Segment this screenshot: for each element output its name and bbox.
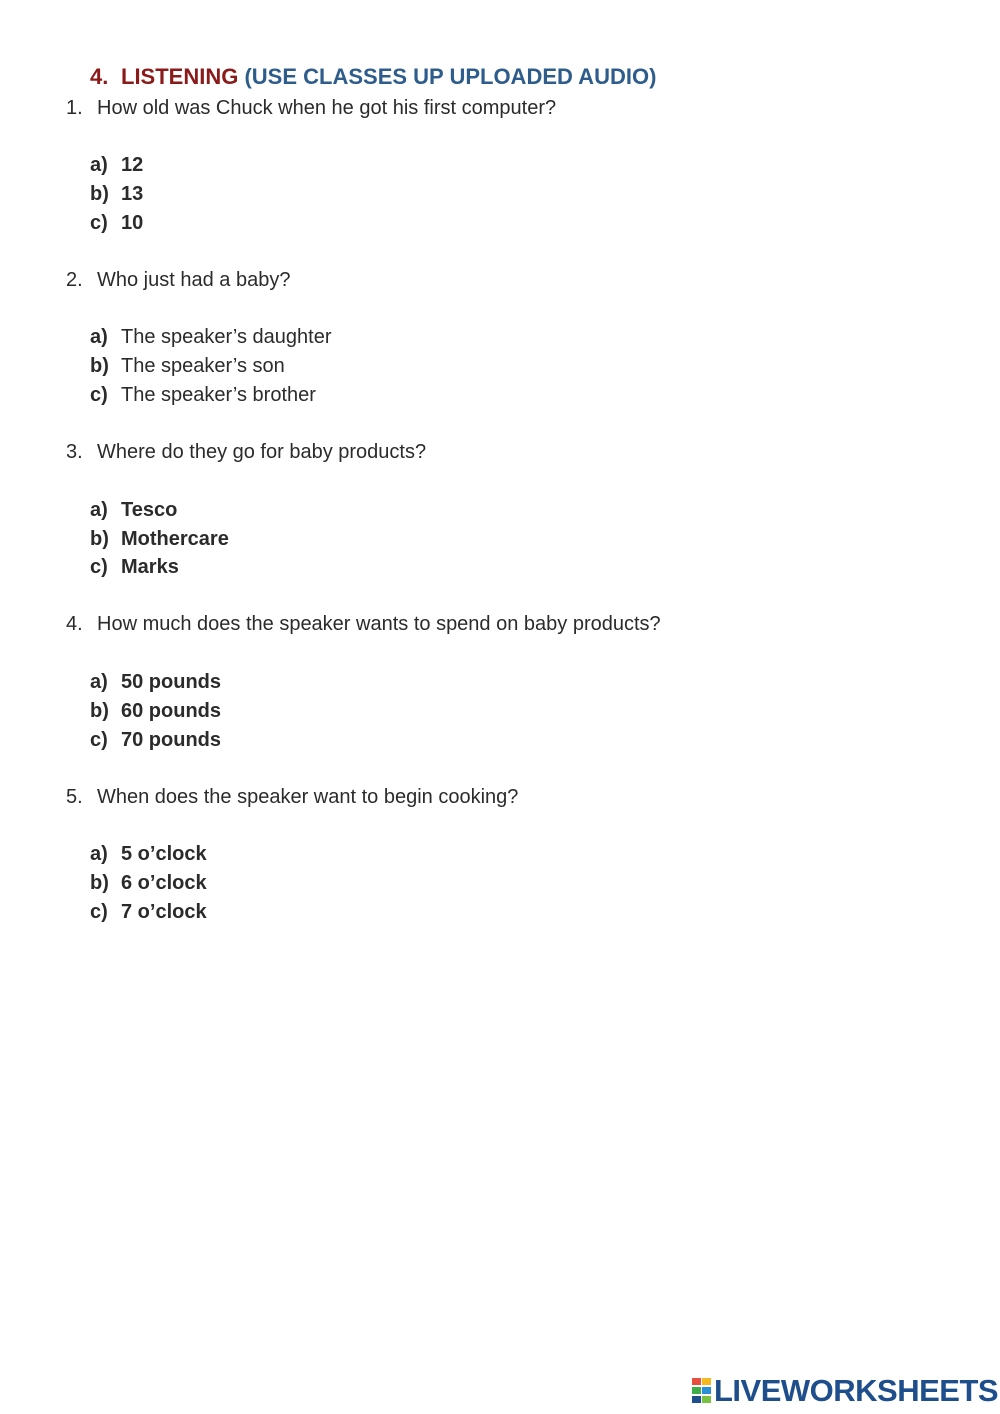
option-label: c) — [90, 729, 108, 751]
question-3-option-b[interactable] — [90, 525, 229, 553]
question-2-option-c[interactable] — [90, 381, 316, 409]
liveworksheets-logo[interactable] — [692, 1374, 998, 1408]
option-text: The speaker’s daughter — [121, 326, 332, 348]
option-text: Marks — [121, 556, 179, 578]
option-text: 50 pounds — [121, 671, 222, 693]
question-text: How much does the speaker wants to spend on baby products? — [97, 613, 661, 635]
option-label: c) — [90, 212, 108, 234]
question-4 — [66, 610, 661, 638]
option-label: b) — [90, 183, 109, 205]
option-label: a) — [90, 499, 108, 521]
question-text: Who just had a baby? — [97, 269, 291, 291]
section-heading — [90, 62, 656, 92]
option-label: a) — [90, 671, 108, 693]
question-1-option-c[interactable] — [90, 209, 143, 237]
option-label: c) — [90, 901, 108, 923]
question-text: How old was Chuck when he got his first computer? — [97, 97, 557, 119]
question-3 — [66, 438, 426, 466]
question-5-option-b[interactable] — [90, 869, 207, 897]
option-label: b) — [90, 528, 109, 550]
question-5-option-a[interactable] — [90, 840, 207, 868]
question-1-option-a[interactable] — [90, 151, 143, 179]
section-subtitle: (USE CLASSES UP UPLOADED AUDIO) — [244, 64, 657, 89]
option-text: Mothercare — [121, 528, 229, 550]
question-text: Where do they go for baby products? — [97, 441, 427, 463]
question-number: 5. — [66, 786, 83, 808]
option-text: The speaker’s son — [121, 355, 285, 377]
option-text: 5 o’clock — [121, 843, 207, 865]
question-2-option-a[interactable] — [90, 323, 332, 351]
question-3-option-a[interactable] — [90, 496, 177, 524]
question-5-option-c[interactable] — [90, 898, 207, 926]
logo-text: LIVEWORKSHEETS — [714, 1373, 999, 1408]
option-text: 60 pounds — [121, 700, 222, 722]
question-4-option-a[interactable] — [90, 668, 221, 696]
question-2-option-b[interactable] — [90, 352, 285, 380]
option-text: 70 pounds — [121, 729, 222, 751]
option-label: a) — [90, 843, 108, 865]
option-text: 7 o’clock — [121, 901, 207, 923]
option-text: 10 — [121, 212, 144, 234]
question-number: 4. — [66, 613, 83, 635]
question-number: 3. — [66, 441, 83, 463]
option-label: b) — [90, 872, 109, 894]
question-4-option-c[interactable] — [90, 726, 221, 754]
option-text: 6 o’clock — [121, 872, 207, 894]
liveworksheets-logo-icon — [692, 1378, 712, 1404]
option-text: Tesco — [121, 499, 178, 521]
question-3-option-c[interactable] — [90, 553, 179, 581]
question-text: When does the speaker want to begin cooking? — [97, 786, 519, 808]
question-1 — [66, 94, 556, 122]
option-text: 12 — [121, 154, 144, 176]
option-text: 13 — [121, 183, 144, 205]
option-label: b) — [90, 355, 109, 377]
question-2 — [66, 266, 290, 294]
option-label: b) — [90, 700, 109, 722]
option-label: c) — [90, 384, 108, 406]
option-text: The speaker’s brother — [121, 384, 316, 406]
question-5 — [66, 783, 518, 811]
question-number: 2. — [66, 269, 83, 291]
section-title: LISTENING — [121, 64, 239, 89]
option-label: c) — [90, 556, 108, 578]
option-label: a) — [90, 326, 108, 348]
question-4-option-b[interactable] — [90, 697, 221, 725]
question-1-option-b[interactable] — [90, 180, 143, 208]
option-label: a) — [90, 154, 108, 176]
section-number: 4. — [90, 64, 109, 89]
question-number: 1. — [66, 97, 83, 119]
